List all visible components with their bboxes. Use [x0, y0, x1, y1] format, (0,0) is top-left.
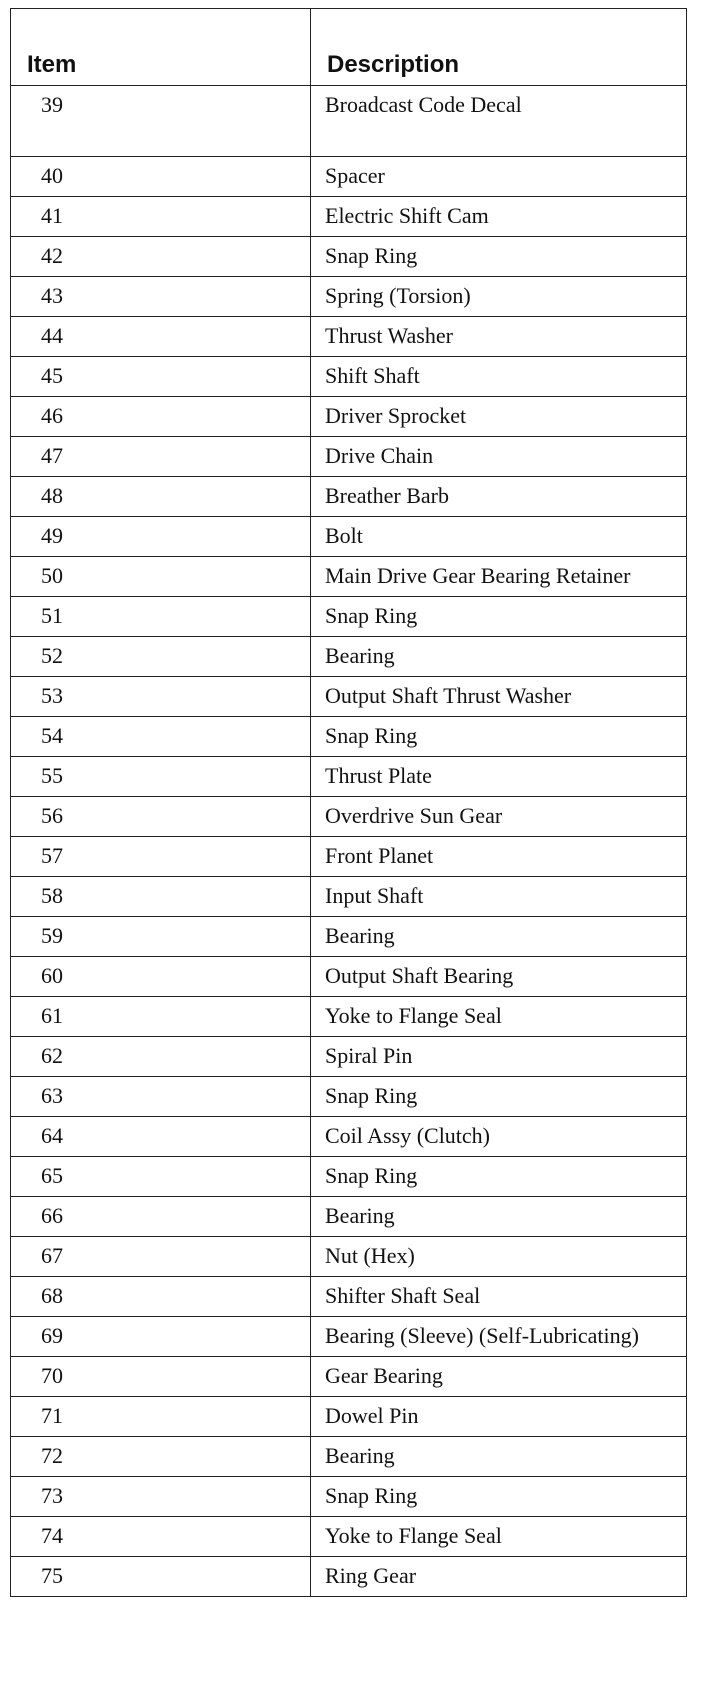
item-number-cell: 41 [11, 197, 311, 237]
item-description-cell: Electric Shift Cam [311, 197, 687, 237]
item-description-cell: Shift Shaft [311, 357, 687, 397]
table-row [11, 1277, 687, 1317]
item-description-cell: Coil Assy (Clutch) [311, 1117, 687, 1157]
item-description-cell: Thrust Washer [311, 317, 687, 357]
table-row [11, 357, 687, 397]
column-header-item: Item [11, 9, 311, 86]
item-number-cell: 40 [11, 157, 311, 197]
table-row [11, 437, 687, 477]
item-description-cell: Broadcast Code Decal [311, 86, 687, 157]
item-description-cell: Yoke to Flange Seal [311, 997, 687, 1037]
table-row [11, 517, 687, 557]
item-description-cell: Shifter Shaft Seal [311, 1277, 687, 1317]
table-body [11, 86, 687, 1597]
item-description-cell: Snap Ring [311, 597, 687, 637]
item-description-cell: Front Planet [311, 837, 687, 877]
item-number-cell: 60 [11, 957, 311, 997]
parts-table-container [10, 8, 686, 1597]
item-description-cell: Output Shaft Thrust Washer [311, 677, 687, 717]
item-description-cell: Driver Sprocket [311, 397, 687, 437]
item-description-cell: Ring Gear [311, 1557, 687, 1597]
parts-table [10, 8, 687, 1597]
item-description-cell: Thrust Plate [311, 757, 687, 797]
item-description-cell: Overdrive Sun Gear [311, 797, 687, 837]
item-number-cell: 53 [11, 677, 311, 717]
item-number-cell: 55 [11, 757, 311, 797]
table-row [11, 237, 687, 277]
table-row [11, 477, 687, 517]
table-row [11, 317, 687, 357]
table-row [11, 997, 687, 1037]
table-row [11, 197, 687, 237]
table-row [11, 837, 687, 877]
table-row [11, 717, 687, 757]
table-row [11, 877, 687, 917]
item-number-cell: 67 [11, 1237, 311, 1277]
item-number-cell: 61 [11, 997, 311, 1037]
table-row [11, 1477, 687, 1517]
item-number-cell: 43 [11, 277, 311, 317]
item-description-cell: Snap Ring [311, 1157, 687, 1197]
table-row [11, 677, 687, 717]
item-number-cell: 45 [11, 357, 311, 397]
item-number-cell: 51 [11, 597, 311, 637]
item-description-cell: Output Shaft Bearing [311, 957, 687, 997]
table-row [11, 1517, 687, 1557]
item-description-cell: Spacer [311, 157, 687, 197]
table-row [11, 1117, 687, 1157]
item-number-cell: 54 [11, 717, 311, 757]
item-description-cell: Snap Ring [311, 1477, 687, 1517]
item-description-cell: Snap Ring [311, 1077, 687, 1117]
item-number-cell: 64 [11, 1117, 311, 1157]
table-row [11, 1037, 687, 1077]
table-row [11, 1397, 687, 1437]
item-description-cell: Bearing (Sleeve) (Self-Lubricating) [311, 1317, 687, 1357]
table-row [11, 597, 687, 637]
item-description-cell: Breather Barb [311, 477, 687, 517]
item-number-cell: 57 [11, 837, 311, 877]
item-description-cell: Input Shaft [311, 877, 687, 917]
table-row [11, 637, 687, 677]
item-description-cell: Gear Bearing [311, 1357, 687, 1397]
item-number-cell: 72 [11, 1437, 311, 1477]
item-description-cell: Snap Ring [311, 717, 687, 757]
table-row [11, 1077, 687, 1117]
column-header-description: Description [311, 9, 687, 86]
table-row [11, 957, 687, 997]
item-number-cell: 62 [11, 1037, 311, 1077]
table-row [11, 1317, 687, 1357]
item-number-cell: 56 [11, 797, 311, 837]
item-number-cell: 73 [11, 1477, 311, 1517]
table-row [11, 1357, 687, 1397]
item-number-cell: 44 [11, 317, 311, 357]
table-row [11, 1557, 687, 1597]
item-description-cell: Main Drive Gear Bearing Retainer [311, 557, 687, 597]
table-row [11, 397, 687, 437]
item-number-cell: 47 [11, 437, 311, 477]
item-description-cell: Snap Ring [311, 237, 687, 277]
item-description-cell: Bolt [311, 517, 687, 557]
item-number-cell: 49 [11, 517, 311, 557]
item-description-cell: Bearing [311, 917, 687, 957]
item-description-cell: Bearing [311, 637, 687, 677]
table-row [11, 757, 687, 797]
item-number-cell: 39 [11, 86, 311, 157]
item-description-cell: Spiral Pin [311, 1037, 687, 1077]
item-description-cell: Bearing [311, 1197, 687, 1237]
item-description-cell: Drive Chain [311, 437, 687, 477]
item-description-cell: Yoke to Flange Seal [311, 1517, 687, 1557]
item-number-cell: 74 [11, 1517, 311, 1557]
item-number-cell: 66 [11, 1197, 311, 1237]
item-description-cell: Nut (Hex) [311, 1237, 687, 1277]
table-header-row [11, 9, 687, 86]
item-number-cell: 46 [11, 397, 311, 437]
table-row [11, 917, 687, 957]
item-description-cell: Dowel Pin [311, 1397, 687, 1437]
table-row [11, 157, 687, 197]
item-number-cell: 59 [11, 917, 311, 957]
item-number-cell: 58 [11, 877, 311, 917]
table-row [11, 277, 687, 317]
item-number-cell: 63 [11, 1077, 311, 1117]
item-number-cell: 75 [11, 1557, 311, 1597]
item-description-cell: Bearing [311, 1437, 687, 1477]
table-row [11, 797, 687, 837]
item-number-cell: 42 [11, 237, 311, 277]
table-row [11, 86, 687, 157]
item-description-cell: Spring (Torsion) [311, 277, 687, 317]
item-number-cell: 50 [11, 557, 311, 597]
table-row [11, 1157, 687, 1197]
table-row [11, 1437, 687, 1477]
table-row [11, 1237, 687, 1277]
item-number-cell: 71 [11, 1397, 311, 1437]
item-number-cell: 48 [11, 477, 311, 517]
table-row [11, 557, 687, 597]
table-row [11, 1197, 687, 1237]
item-number-cell: 70 [11, 1357, 311, 1397]
item-number-cell: 68 [11, 1277, 311, 1317]
item-number-cell: 52 [11, 637, 311, 677]
item-number-cell: 69 [11, 1317, 311, 1357]
item-number-cell: 65 [11, 1157, 311, 1197]
